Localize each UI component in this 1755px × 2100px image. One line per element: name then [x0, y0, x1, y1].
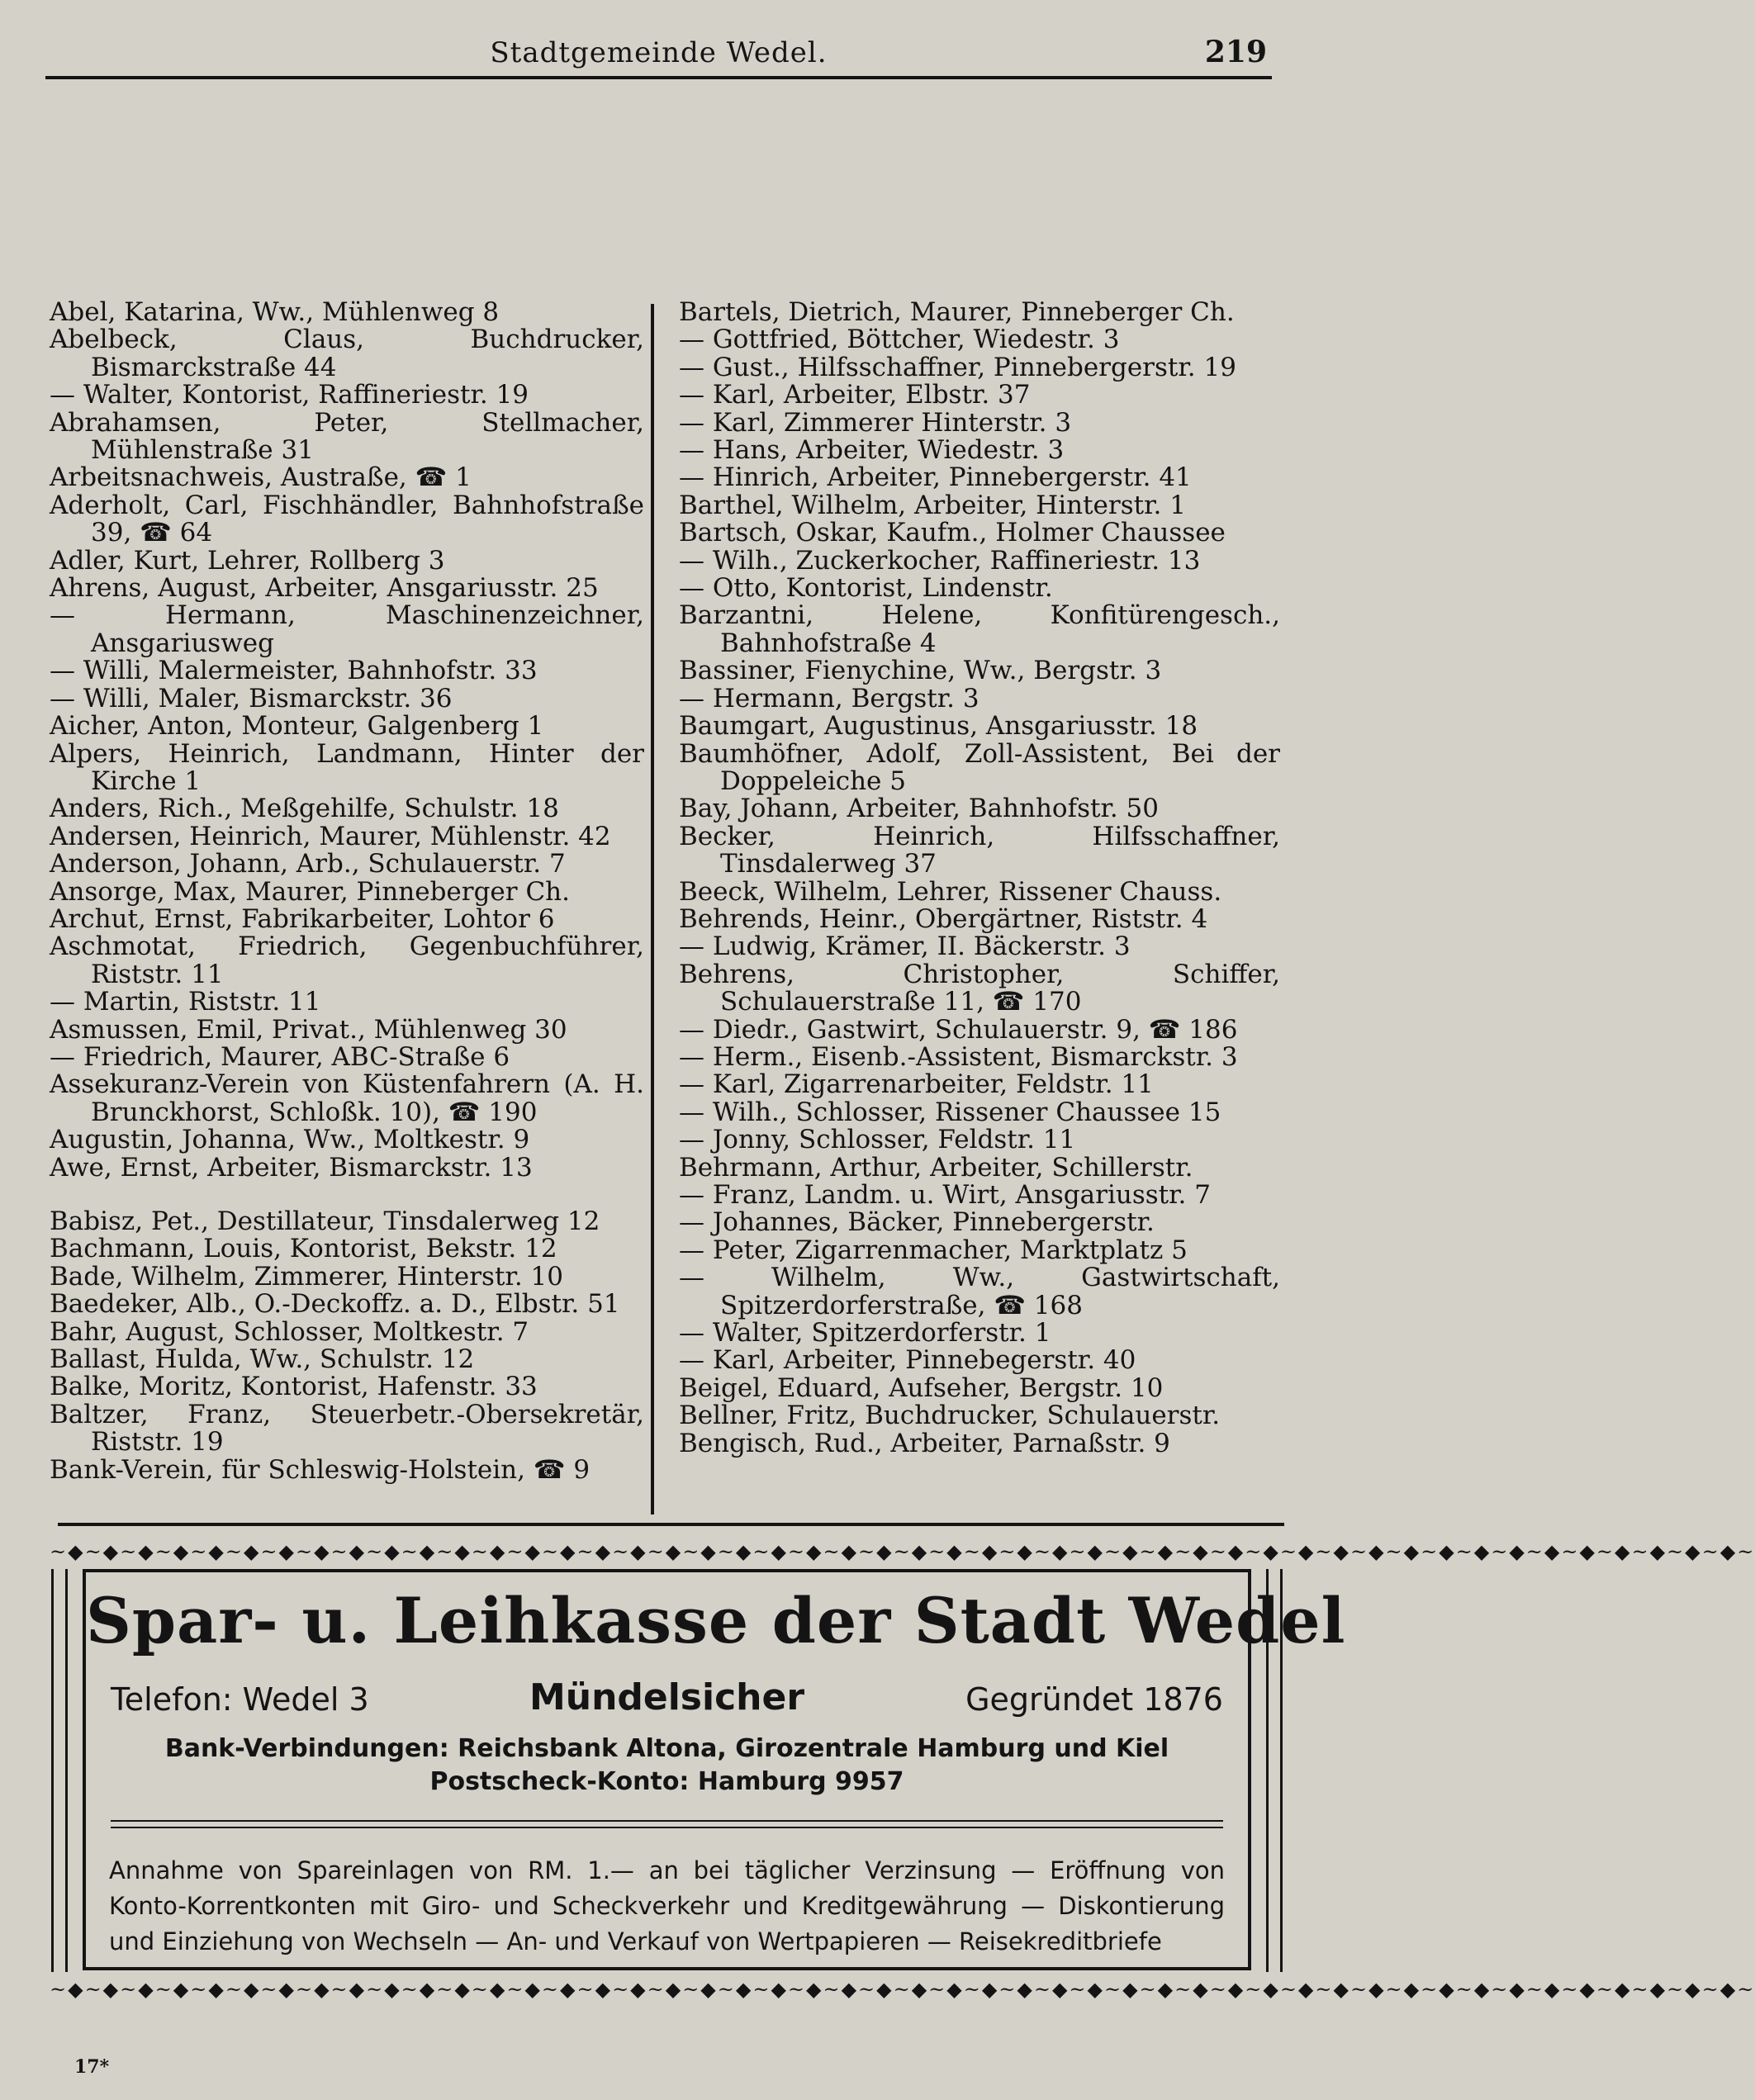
directory-entry: Behrmann, Arthur, Arbeiter, Schillerstr. [679, 1152, 1193, 1183]
ornament-border-top: ~◆~◆~◆~◆~◆~◆~◆~◆~◆~◆~◆~◆~◆~◆~◆~◆~◆~◆~◆~◆~◆~◆~◆~◆~◆~◆~◆~◆~◆~◆~◆~◆~◆~◆~◆~◆~◆~◆~◆~◆~◆~◆~◆~◆~◆~◆~◆~◆~ [50, 1540, 1755, 1563]
directory-entry: — Willi, Malermeister, Bahnhofstr. 33 [50, 656, 538, 686]
directory-entry: Bachmann, Louis, Kontorist, Bekstr. 12 [50, 1234, 557, 1264]
directory-entry: — Ludwig, Krämer, II. Bäckerstr. 3 [679, 931, 1131, 962]
advertisement-divider [111, 1820, 1223, 1828]
directory-entry: Behrends, Heinr., Obergärtner, Riststr. 4 [679, 903, 1208, 934]
directory-entry: Bassiner, Fienychine, Ww., Bergstr. 3 [679, 656, 1162, 686]
directory-entry: — Hans, Arbeiter, Wiedestr. 3 [679, 435, 1065, 466]
directory-entry: — Karl, Arbeiter, Elbstr. 37 [679, 380, 1031, 410]
directory-entry: Beigel, Eduard, Aufseher, Bergstr. 10 [679, 1372, 1164, 1403]
directory-entry: Baltzer, Franz, Steuerbetr.-Obersekretär, Riststr. 19 [50, 1399, 644, 1458]
directory-entry: — Karl, Arbeiter, Pinnebegerstr. 40 [679, 1345, 1136, 1376]
directory-entry: — Herm., Eisenb.-Assistent, Bismarckstr. 3 [679, 1041, 1238, 1072]
directory-entry: Anderson, Johann, Arb., Schulauerstr. 7 [50, 849, 566, 879]
directory-entry: Archut, Ernst, Fabrikarbeiter, Lohtor 6 [50, 903, 555, 934]
directory-entry: Barthel, Wilhelm, Arbeiter, Hinterstr. 1 [679, 490, 1186, 520]
directory-entry: Abrahamsen, Peter, Stellmacher, Mühlenstraße 31 [50, 407, 644, 466]
advertisement-founded: Gegründet 1876 [965, 1681, 1223, 1718]
directory-entry: — Walter, Kontorist, Raffineriestr. 19 [50, 380, 529, 410]
directory-entry: Baedeker, Alb., O.-Deckoffz. a. D., Elbstr. 51 [50, 1289, 620, 1320]
directory-entry: Ballast, Hulda, Ww., Schulstr. 12 [50, 1344, 475, 1375]
running-head [45, 33, 1272, 79]
directory-entry: — Walter, Spitzerdorferstr. 1 [679, 1318, 1051, 1349]
page-number: 219 [1204, 35, 1267, 69]
directory-entry: Assekuranz-Verein von Küstenfahrern (A. H. Brunckhorst, Schloßk. 10), ☎ 190 [50, 1069, 644, 1127]
left-column [50, 299, 644, 1516]
directory-entry: — Gust., Hilfsschaffner, Pinnebergerstr. 19 [679, 352, 1236, 382]
advertisement-safe: Mündelsicher [529, 1676, 805, 1718]
advertisement-top-rule [58, 1523, 1284, 1526]
directory-entry: Bartsch, Oskar, Kaufm., Holmer Chaussee [679, 518, 1226, 548]
ornament-border-bottom: ~◆~◆~◆~◆~◆~◆~◆~◆~◆~◆~◆~◆~◆~◆~◆~◆~◆~◆~◆~◆~◆~◆~◆~◆~◆~◆~◆~◆~◆~◆~◆~◆~◆~◆~◆~◆~◆~◆~◆~◆~◆~◆~◆~◆~◆~◆~◆~◆~ [50, 1978, 1755, 2001]
directory-entry: Becker, Heinrich, Hilfsschaffner, Tinsdalerweg 37 [679, 821, 1280, 879]
directory-entry: — Hinrich, Arbeiter, Pinnebergerstr. 41 [679, 462, 1192, 493]
directory-entry: Abelbeck, Claus, Buchdrucker, Bismarckstraße 44 [50, 325, 644, 382]
directory-entry: Ahrens, August, Arbeiter, Ansgariusstr. 25 [50, 573, 599, 604]
directory-entry: Barzantni, Helene, Konfitürengesch., Bahnhofstraße 4 [679, 600, 1280, 658]
directory-entry: — Johannes, Bäcker, Pinnebergerstr. [679, 1207, 1155, 1238]
directory-entry: Bade, Wilhelm, Zimmerer, Hinterstr. 10 [50, 1261, 563, 1292]
advertisement-giro: Postscheck-Konto: Hamburg 9957 [429, 1767, 904, 1796]
directory-entry: Bellner, Fritz, Buchdrucker, Schulauerstr. [679, 1401, 1221, 1431]
directory-entry: — Hermann, Maschinenzeichner, Ansgariusweg [50, 600, 644, 658]
directory-entry: — Hermann, Bergstr. 3 [679, 683, 979, 713]
directory-entry: — Peter, Zigarrenmacher, Marktplatz 5 [679, 1235, 1188, 1265]
directory-entry: — Diedr., Gastwirt, Schulauerstr. 9, ☎ 186 [679, 1014, 1238, 1045]
running-title: Stadtgemeinde Wedel. [490, 36, 828, 69]
directory-entry: — Willi, Maler, Bismarckstr. 36 [50, 683, 453, 713]
directory-entry: Balke, Moritz, Kontorist, Hafenstr. 33 [50, 1372, 538, 1402]
directory-entry: — Martin, Riststr. 11 [50, 987, 321, 1017]
section-gap [50, 1182, 644, 1208]
directory-entry: Bengisch, Rud., Arbeiter, Parnaßstr. 9 [679, 1428, 1170, 1458]
directory-entry: Beeck, Wilhelm, Lehrer, Rissener Chauss. [679, 876, 1222, 907]
directory-entry: — Wilhelm, Ww., Gastwirtschaft, Spitzerdorferstraße, ☎ 168 [679, 1263, 1280, 1320]
directory-entry: Bartels, Dietrich, Maurer, Pinneberger Ch. [679, 297, 1235, 327]
directory-entry: — Jonny, Schlosser, Feldstr. 11 [679, 1125, 1076, 1155]
directory-entry: Aicher, Anton, Monteur, Galgenberg 1 [50, 711, 544, 742]
directory-entry: — Friedrich, Maurer, ABC-Straße 6 [50, 1041, 510, 1072]
directory-entry: Alpers, Heinrich, Landmann, Hinter der Kirche 1 [50, 738, 644, 796]
directory-entry: — Otto, Kontorist, Lindenstr. [679, 573, 1053, 604]
advertisement-phone: Telefon: Wedel 3 [111, 1681, 369, 1718]
directory-entry: — Karl, Zigarrenarbeiter, Feldstr. 11 [679, 1069, 1154, 1100]
directory-entry: Adler, Kurt, Lehrer, Rollberg 3 [50, 545, 445, 576]
directory-entry: — Karl, Zimmerer Hinterstr. 3 [679, 407, 1072, 438]
advertisement-box [83, 1569, 1346, 1970]
directory-entry: Ansorge, Max, Maurer, Pinneberger Ch. [50, 876, 570, 907]
directory-entry: Aschmotat, Friedrich, Gegenbuchführer, Riststr. 11 [50, 931, 644, 989]
directory-entry: Augustin, Johanna, Ww., Moltkestr. 9 [50, 1125, 530, 1155]
right-column [679, 299, 1280, 1516]
advertisement-body: Annahme von Spareinlagen von RM. 1.— an bei täglicher Verzinsung — Eröffnung von Konto-Korrentkonten mit Giro- und Scheckverkehr und Kreditgewährung — Diskontierung und Einziehung von Wechseln — An- und Verkauf von Wertpapieren — Reisekreditbriefe [109, 1856, 1225, 1955]
directory-entry: Asmussen, Emil, Privat., Mühlenweg 30 [50, 1014, 567, 1045]
directory-entry: Babisz, Pet., Destillateur, Tinsdalerweg 12 [50, 1206, 600, 1236]
ornament-border-left [51, 1569, 68, 1972]
directory-entry: Bahr, August, Schlosser, Moltkestr. 7 [50, 1316, 529, 1347]
directory-entry: Baumhöfner, Adolf, Zoll-Assistent, Bei der Doppeleiche 5 [679, 738, 1280, 796]
directory-entry: — Gottfried, Böttcher, Wiedestr. 3 [679, 325, 1120, 355]
directory-entry: Baumgart, Augustinus, Ansgariusstr. 18 [679, 711, 1198, 742]
directory-entry: Awe, Ernst, Arbeiter, Bismarckstr. 13 [50, 1152, 533, 1183]
directory-entry: — Wilh., Schlosser, Rissener Chaussee 15 [679, 1097, 1221, 1127]
directory-entry: Bay, Johann, Arbeiter, Bahnhofstr. 50 [679, 794, 1160, 824]
directory-entry: — Wilh., Zuckerkocher, Raffineriestr. 13 [679, 545, 1201, 576]
directory-entry: Behrens, Christopher, Schiffer, Schulauerstraße 11, ☎ 170 [679, 959, 1280, 1017]
column-rule [651, 304, 654, 1515]
directory-entry: Arbeitsnachweis, Austraße, ☎ 1 [50, 462, 472, 493]
directory-entry: Bank-Verein, für Schleswig-Holstein, ☎ 9 [50, 1454, 591, 1485]
directory-entry: — Franz, Landm. u. Wirt, Ansgariusstr. 7 [679, 1180, 1211, 1210]
advertisement-title: Spar- u. Leihkasse der Stadt Wedel [86, 1584, 1346, 1657]
directory-entry: Anders, Rich., Meßgehilfe, Schulstr. 18 [50, 794, 559, 824]
advertisement-banks: Bank-Verbindungen: Reichsbank Altona, Girozentrale Hamburg und Kiel [164, 1734, 1169, 1763]
advertisement [50, 1523, 1755, 2012]
printer-signature: 17* [74, 2056, 110, 2078]
directory-entry: Andersen, Heinrich, Maurer, Mühlenstr. 42 [50, 821, 611, 851]
directory-entry: Aderholt, Carl, Fischhändler, Bahnhofstraße 39, ☎ 64 [50, 490, 644, 548]
directory-entry: Abel, Katarina, Ww., Mühlenweg 8 [50, 297, 500, 327]
